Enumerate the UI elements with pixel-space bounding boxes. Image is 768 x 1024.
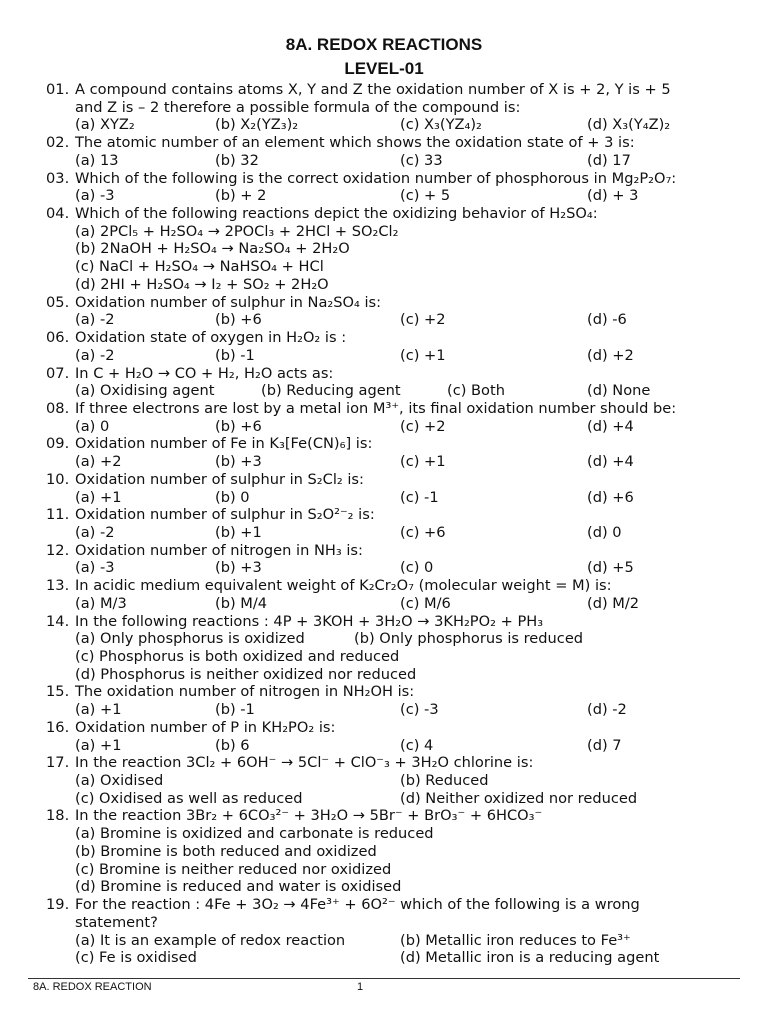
answer-option: (b) Reducing agent xyxy=(261,382,401,400)
question-text: The atomic number of an element which shows the oxidation state of + 3 is: xyxy=(75,134,635,152)
answer-option: (c) Phosphorus is both oxidized and reduced xyxy=(75,648,400,665)
question-text: Oxidation number of sulphur in Na₂SO₄ is: xyxy=(75,293,382,311)
answer-option: (c) 33 xyxy=(400,151,443,169)
answer-option: (c) -1 xyxy=(400,488,439,506)
question-number: 02. xyxy=(46,134,70,152)
answer-option: (a) +1 xyxy=(75,736,122,754)
answer-option: (a) 2PCl₅ + H₂SO₄ → 2POCl₃ + 2HCl + SO₂Cl₂ xyxy=(75,222,399,240)
answer-option: (d) 7 xyxy=(587,736,622,754)
answer-option: (b) M/4 xyxy=(215,594,268,612)
question-list xyxy=(0,81,768,967)
question-text: If three electrons are lost by a metal ion M³⁺, its final oxidation number should be: xyxy=(75,399,677,417)
answer-option: (c) Bromine is neither reduced nor oxidized xyxy=(75,860,392,878)
question-number: 17. xyxy=(46,754,70,772)
answer-option: (c) +1 xyxy=(400,453,446,471)
answer-option: (d) 0 xyxy=(587,523,622,541)
question-line xyxy=(0,701,768,719)
question-line xyxy=(0,524,768,542)
answer-option: (b) -1 xyxy=(215,701,255,719)
level-heading: LEVEL-01 xyxy=(344,59,424,78)
question-line xyxy=(0,542,768,560)
question-line xyxy=(0,914,768,932)
answer-option: (d) Neither oxidized nor reduced xyxy=(400,789,638,807)
answer-option: (b) Metallic iron reduces to Fe³⁺ xyxy=(400,931,631,949)
question-line xyxy=(0,932,768,950)
question-line xyxy=(0,559,768,577)
question-text: statement? xyxy=(75,913,158,931)
question-line xyxy=(0,258,768,276)
question-line xyxy=(0,772,768,790)
answer-option: (c) +2 xyxy=(400,417,446,435)
question-number: 01. xyxy=(46,81,70,98)
answer-option: (d) 17 xyxy=(587,151,631,169)
question-line xyxy=(0,435,768,453)
question-line xyxy=(0,329,768,347)
answer-option: (a) -3 xyxy=(75,187,115,205)
question-text: Oxidation number of nitrogen in NH₃ is: xyxy=(75,541,363,559)
answer-option: (b) +3 xyxy=(215,453,262,471)
question-line xyxy=(0,489,768,507)
answer-option: (b) Reduced xyxy=(400,772,489,790)
question-line xyxy=(0,595,768,613)
question-line xyxy=(0,99,768,117)
footer-divider xyxy=(28,978,740,979)
answer-option: (c) 0 xyxy=(400,559,434,577)
question-text: Which of the following reactions depict the oxidizing behavior of H₂SO₄: xyxy=(75,205,598,223)
question-text: In the following reactions : 4P + 3KOH + 3H₂O → 3KH₂PO₂ + PH₃ xyxy=(75,612,544,630)
question-text: For the reaction : 4Fe + 3O₂ → 4Fe³⁺ + 6O²⁻ which of the following is a wrong xyxy=(75,896,640,914)
question-line xyxy=(0,205,768,223)
answer-option: (a) 0 xyxy=(75,417,110,435)
answer-option: (a) XYZ₂ xyxy=(75,116,135,134)
question-line xyxy=(0,949,768,967)
answer-option: (b) +3 xyxy=(215,559,262,577)
question-number: 13. xyxy=(46,577,70,595)
answer-option: (c) Both xyxy=(447,382,505,400)
question-number: 18. xyxy=(46,807,70,825)
question-number: 19. xyxy=(46,896,70,914)
answer-option: (d) None xyxy=(587,382,651,400)
question-number: 11. xyxy=(46,506,70,524)
answer-option: (a) -2 xyxy=(75,346,115,364)
question-number: 07. xyxy=(46,364,70,382)
question-line xyxy=(0,347,768,365)
question-line xyxy=(0,719,768,737)
answer-option: (d) Phosphorus is neither oxidized nor reduced xyxy=(75,665,417,683)
question-line xyxy=(0,878,768,896)
question-number: 09. xyxy=(46,435,70,453)
question-line xyxy=(0,81,768,99)
question-text: Oxidation state of oxygen in H₂O₂ is : xyxy=(75,329,347,347)
answer-option: (d) +4 xyxy=(587,417,634,435)
answer-option: (a) Only phosphorus is oxidized xyxy=(75,630,305,648)
question-line xyxy=(0,737,768,755)
answer-option: (b) Bromine is both reduced and oxidized xyxy=(75,842,377,860)
answer-option: (b) 0 xyxy=(215,488,250,506)
answer-option: (d) -2 xyxy=(587,701,627,719)
answer-option: (d) M/2 xyxy=(587,594,640,612)
question-line xyxy=(0,152,768,170)
question-line xyxy=(0,577,768,595)
answer-option: (a) It is an example of redox reaction xyxy=(75,931,346,949)
answer-option: (c) -3 xyxy=(400,701,439,719)
question-line xyxy=(0,471,768,489)
answer-option: (c) +1 xyxy=(400,346,446,364)
page-title: 8A. REDOX REACTIONS xyxy=(285,35,483,54)
question-line xyxy=(0,418,768,436)
question-text: and Z is – 2 therefore a possible formula of the compound is: xyxy=(75,98,521,116)
answer-option: (b) +6 xyxy=(215,311,262,329)
question-line xyxy=(0,843,768,861)
question-line xyxy=(0,382,768,400)
question-line xyxy=(0,311,768,329)
answer-option: (b) 2NaOH + H₂SO₄ → Na₂SO₄ + 2H₂O xyxy=(75,240,350,258)
footer-chapter: 8A. REDOX REACTION xyxy=(33,981,152,993)
question-line xyxy=(0,134,768,152)
question-line xyxy=(0,400,768,418)
question-number: 08. xyxy=(46,399,70,417)
question-line xyxy=(0,896,768,914)
answer-option: (d) +6 xyxy=(587,488,634,506)
question-number: 14. xyxy=(46,612,70,630)
answer-option: (a) +1 xyxy=(75,701,122,719)
answer-option: (a) Oxidising agent xyxy=(75,382,215,400)
answer-option: (b) +1 xyxy=(215,523,262,541)
question-number: 12. xyxy=(46,541,70,559)
answer-option: (d) +2 xyxy=(587,346,634,364)
answer-option: (a) +1 xyxy=(75,488,122,506)
question-line xyxy=(0,825,768,843)
question-line xyxy=(0,116,768,134)
answer-option: (a) +2 xyxy=(75,453,122,471)
answer-option: (b) 32 xyxy=(215,151,259,169)
question-number: 15. xyxy=(46,683,70,701)
answer-option: (d) 2HI + H₂SO₄ → I₂ + SO₂ + 2H₂O xyxy=(75,275,329,293)
answer-option: (c) NaCl + H₂SO₄ → NaHSO₄ + HCl xyxy=(75,258,324,276)
answer-option: (c) +6 xyxy=(400,523,446,541)
answer-option: (d) -6 xyxy=(587,311,627,329)
question-line xyxy=(0,648,768,666)
question-line xyxy=(0,453,768,471)
answer-option: (a) Bromine is oxidized and carbonate is reduced xyxy=(75,825,434,843)
answer-option: (d) +5 xyxy=(587,559,634,577)
answer-option: (b) -1 xyxy=(215,346,255,364)
answer-option: (d) + 3 xyxy=(587,187,639,205)
page-number: 1 xyxy=(357,981,364,993)
answer-option: (a) -2 xyxy=(75,311,115,329)
answer-option: (c) Fe is oxidised xyxy=(75,949,197,967)
answer-option: (c) X₃(YZ₄)₂ xyxy=(400,116,482,134)
answer-option: (d) Bromine is reduced and water is oxidised xyxy=(75,878,402,896)
question-text: In C + H₂O → CO + H₂, H₂O acts as: xyxy=(75,364,334,382)
answer-option: (c) + 5 xyxy=(400,187,451,205)
answer-option: (a) -3 xyxy=(75,559,115,577)
answer-option: (c) M/6 xyxy=(400,594,451,612)
question-text: A compound contains atoms X, Y and Z the oxidation number of X is + 2, Y is + 5 xyxy=(75,81,671,98)
question-line xyxy=(0,754,768,772)
question-text: In acidic medium equivalent weight of K₂Cr₂O₇ (molecular weight = M) is: xyxy=(75,577,612,595)
question-line xyxy=(0,506,768,524)
answer-option: (a) M/3 xyxy=(75,594,127,612)
answer-option: (b) X₂(YZ₃)₂ xyxy=(215,116,299,134)
question-text: Oxidation number of Fe in K₃[Fe(CN)₆] is: xyxy=(75,435,373,453)
question-line xyxy=(0,294,768,312)
question-line xyxy=(0,187,768,205)
question-text: In the reaction 3Cl₂ + 6OH⁻ → 5Cl⁻ + ClO⁻₃ + 3H₂O chlorine is: xyxy=(75,754,534,772)
answer-option: (c) 4 xyxy=(400,736,434,754)
question-text: In the reaction 3Br₂ + 6CO₃²⁻ + 3H₂O → 5Br⁻ + BrO₃⁻ + 6HCO₃⁻ xyxy=(75,807,543,825)
question-line xyxy=(0,276,768,294)
question-text: Which of the following is the correct oxidation number of phosphorous in Mg₂P₂O₇: xyxy=(75,169,677,187)
question-line xyxy=(0,807,768,825)
answer-option: (d) X₃(Y₄Z)₂ xyxy=(587,116,671,134)
answer-option: (a) -2 xyxy=(75,523,115,541)
question-line xyxy=(0,365,768,383)
answer-option: (b) +6 xyxy=(215,417,262,435)
question-line xyxy=(0,240,768,258)
answer-option: (a) 13 xyxy=(75,151,119,169)
question-text: Oxidation number of P in KH₂PO₂ is: xyxy=(75,718,336,736)
question-number: 16. xyxy=(46,718,70,736)
answer-option: (c) Oxidised as well as reduced xyxy=(75,789,303,807)
answer-option: (b) 6 xyxy=(215,736,250,754)
question-number: 03. xyxy=(46,169,70,187)
question-line xyxy=(0,170,768,188)
question-number: 10. xyxy=(46,470,70,488)
question-text: Oxidation number of sulphur in S₂O²⁻₂ is: xyxy=(75,506,375,524)
answer-option: (b) Only phosphorus is reduced xyxy=(354,630,584,648)
question-line xyxy=(0,666,768,684)
question-line xyxy=(0,861,768,879)
question-line xyxy=(0,223,768,241)
answer-option: (a) Oxidised xyxy=(75,772,164,790)
answer-option: (b) + 2 xyxy=(215,187,267,205)
question-line xyxy=(0,630,768,648)
question-line xyxy=(0,613,768,631)
question-text: The oxidation number of nitrogen in NH₂OH is: xyxy=(75,683,415,701)
answer-option: (d) +4 xyxy=(587,453,634,471)
question-line xyxy=(0,683,768,701)
answer-option: (c) +2 xyxy=(400,311,446,329)
question-text: Oxidation number of sulphur in S₂Cl₂ is: xyxy=(75,470,364,488)
question-number: 04. xyxy=(46,205,70,223)
question-number: 06. xyxy=(46,329,70,347)
answer-option: (d) Metallic iron is a reducing agent xyxy=(400,949,660,967)
question-number: 05. xyxy=(46,293,70,311)
question-line xyxy=(0,790,768,808)
